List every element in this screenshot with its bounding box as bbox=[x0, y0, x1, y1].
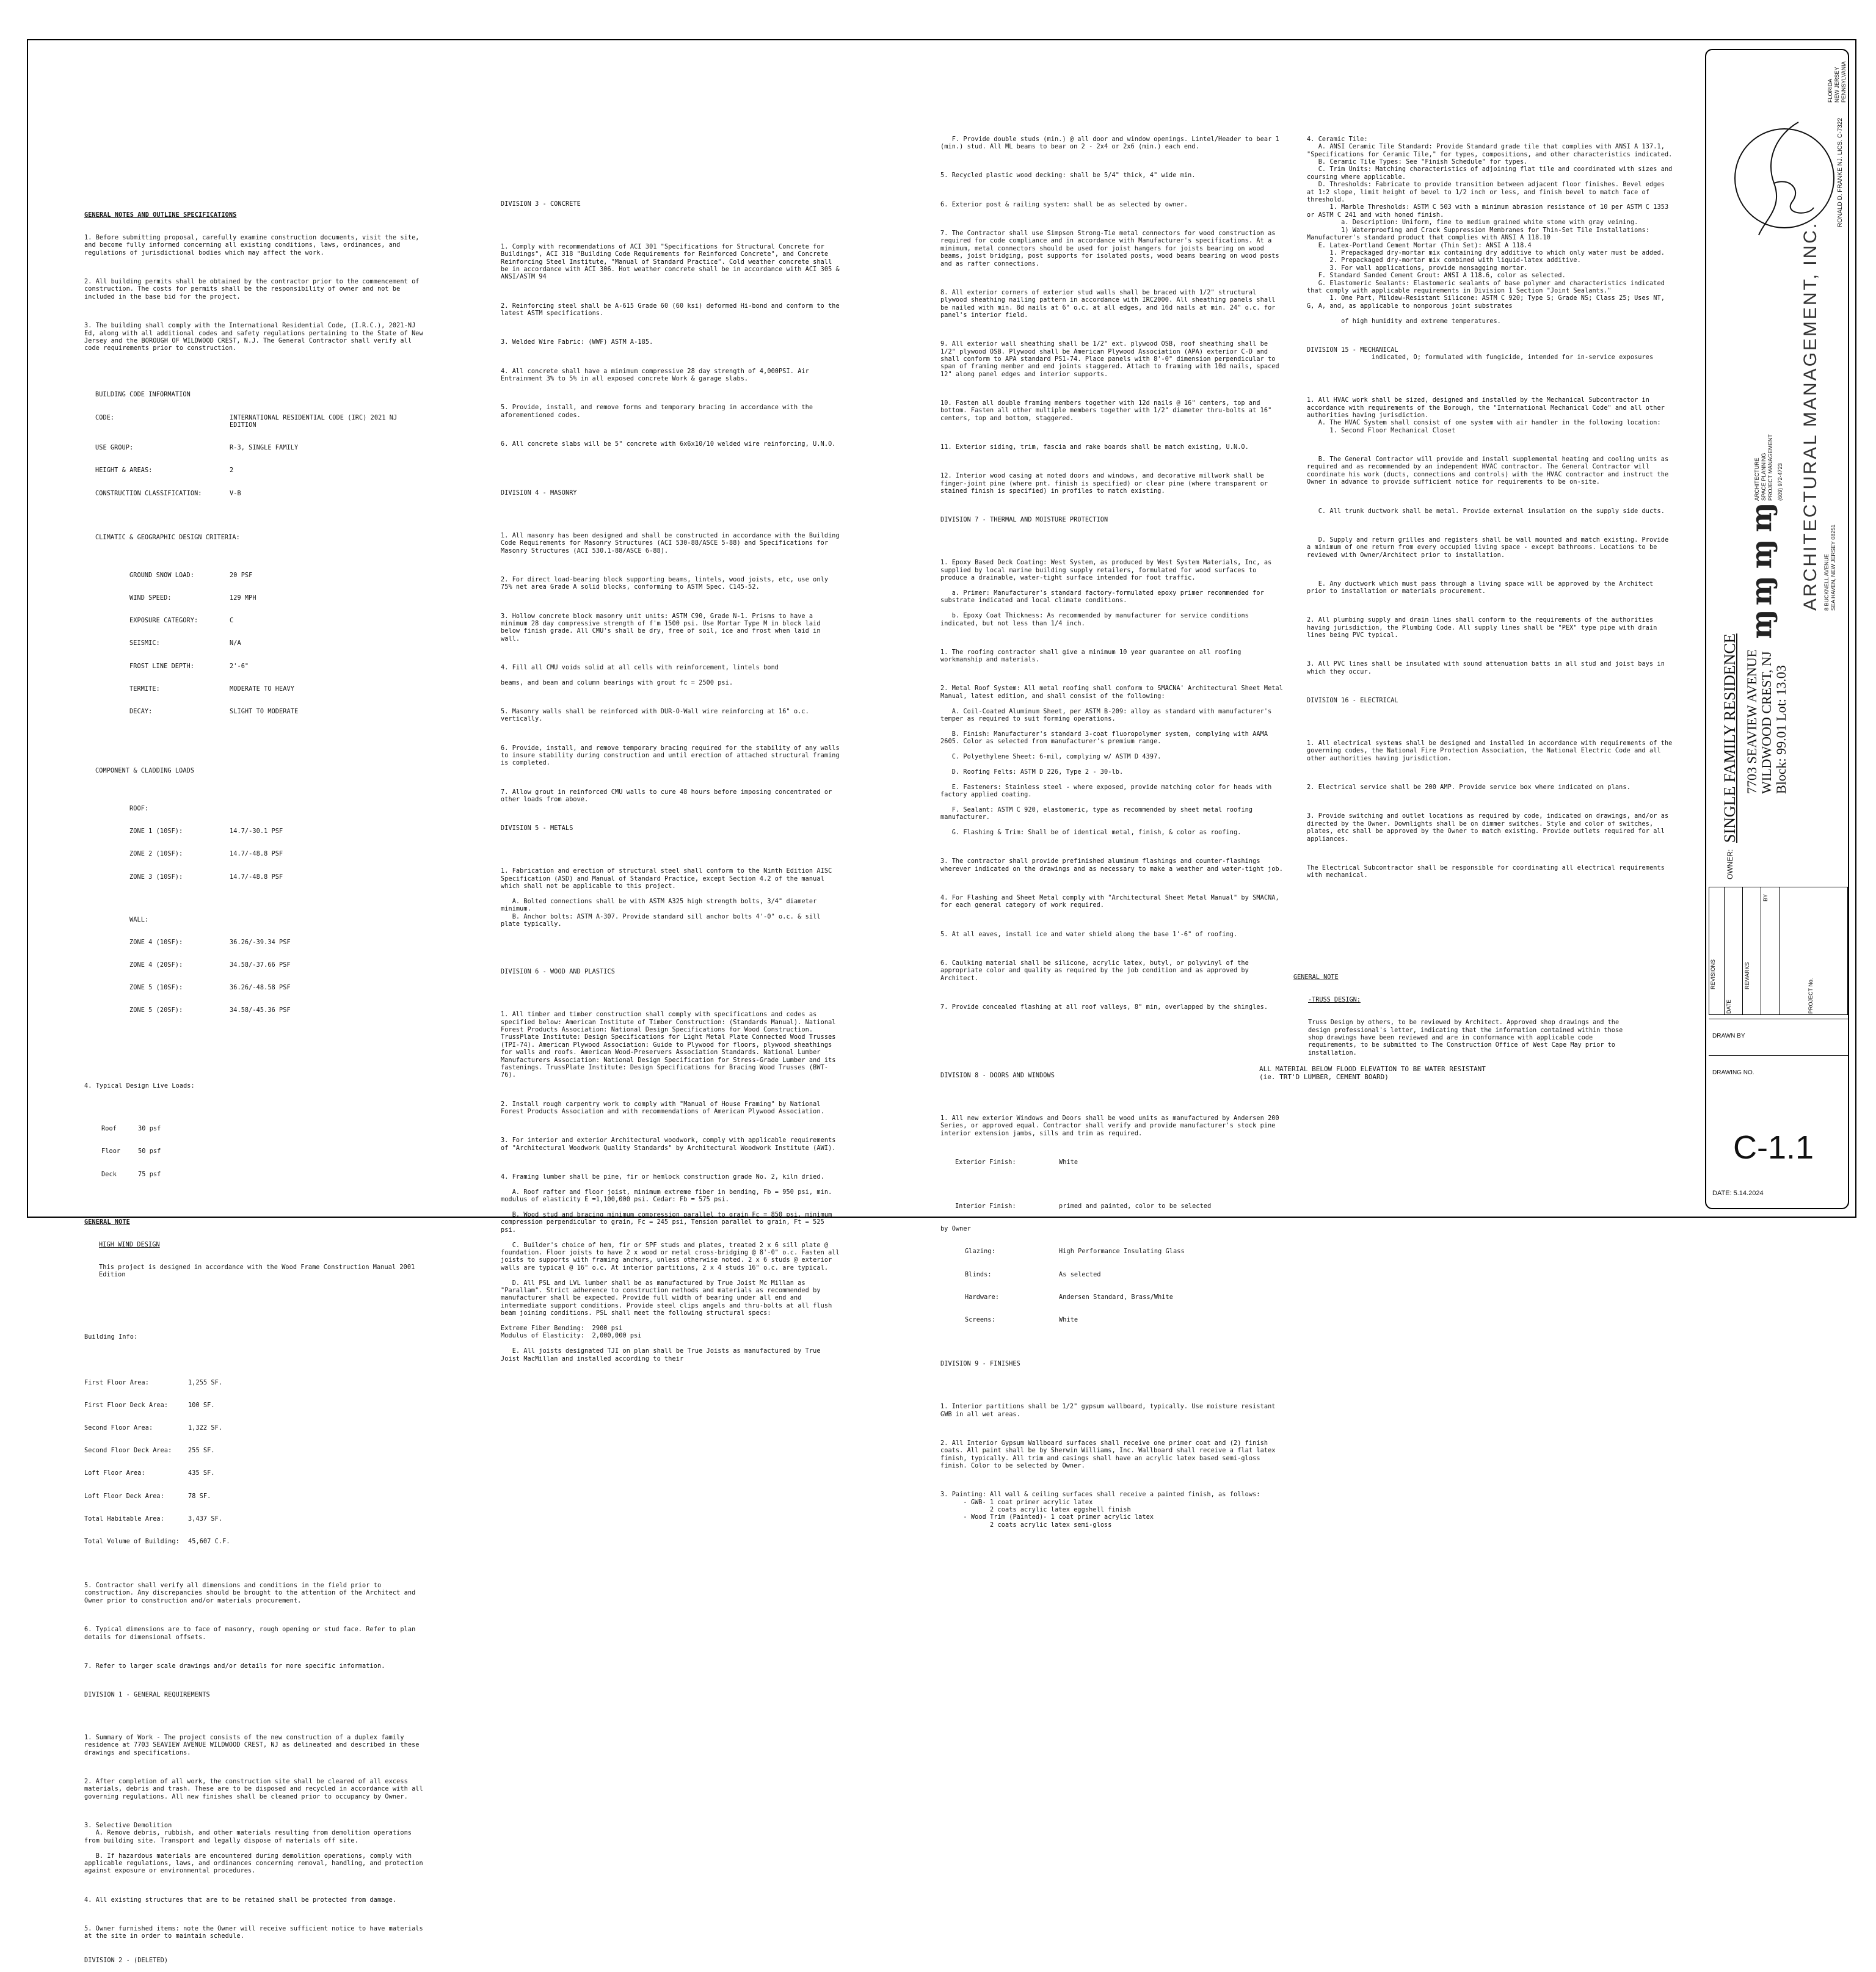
spec-key: Hardware: bbox=[965, 1293, 1000, 1301]
div16-item-2: 2. Electrical service shall be 200 AMP. Provide service box where indicated on plans. bbox=[1307, 784, 1631, 791]
climate-row bbox=[129, 686, 426, 693]
div8-item-1: 1. All new exterior Windows and Doors shall be wood units as manufactured by Andersen 200 Series, or approved equal. Contractor shall verify and provide manufacturer's stock pine interior extension jambs, sills and trim as required. bbox=[940, 1115, 1284, 1137]
high-wind-text: This project is designed in accordance with the Wood Frame Construction Manual 2001 Edition bbox=[99, 1264, 419, 1279]
div15-item-E: E. Any ductwork which must pass through a living space will be approved by the Architect prior to installation or materials procurement. bbox=[1307, 580, 1657, 595]
division-1-heading: DIVISION 1 - GENERAL REQUIREMENTS bbox=[84, 1691, 210, 1698]
live-load-row bbox=[101, 1126, 426, 1133]
by-column-label: BY bbox=[1762, 893, 1769, 901]
spec-key: by Owner bbox=[940, 1226, 971, 1233]
truss-note-text: Truss Design by others, to be reviewed by Architect. Approved shop drawings and the design professional's letter, indicating that the information contained within those shop drawings have been reviewed and are in conformance with applicable code requirements, to be submitted to The Construction Office of West Cape May prior to installation. bbox=[1308, 1019, 1627, 1057]
div3-item-3: 3. Welded Wire Fabric: (WWF) ASTM A-185. bbox=[501, 339, 653, 346]
note-5: 5. Contractor shall verify all dimensions and conditions in the field prior to construction. Any discrepancies should be brought to the attention of the Architect and Owner prior to construction and/or materials procurement. bbox=[84, 1582, 420, 1604]
div1-item-2: 2. After completion of all work, the construction site shall be cleared of all excess materials, debris and trash. These are to be disposed and recycled in accordance with all governing regulations. All new finishes shall be cleaned prior to occupancy by Owner. bbox=[84, 1778, 427, 1800]
climate-table bbox=[129, 557, 426, 731]
building-info-row bbox=[84, 1493, 426, 1501]
note-7: 7. Refer to larger scale drawings and/or details for more specific information. bbox=[84, 1662, 385, 1670]
climate-row bbox=[129, 572, 426, 580]
div3-item-1: 1. Comply with recommendations of ACI 301 "Specifications for Structural Concrete for Buildings", ACI 318 "Building Code Requirements for Reinforced Concrete", and Concrete Reinforcing Steel Institute, "Manual of Standard Practice". Cold weather concrete shall be in accordance with ACI 306. Hot weather concrete shall be in accordance with ACI 305 & ANSI/ASTM 94 bbox=[501, 243, 844, 281]
division-3-heading: DIVISION 3 - CONCRETE bbox=[501, 200, 581, 208]
div3-item-5: 5. Provide, install, and remove forms and temporary bracing in accordance with the aforementioned codes. bbox=[501, 404, 817, 419]
building-info-row bbox=[84, 1538, 426, 1546]
div9-item-3: 3. Painting: All wall & ceiling surfaces shall receive a painted finish, as follows: - GWB- 1 coat primer acrylic latex 2 coats acrylic latex eggshell finish - Wood Trim (Painted)- 1 coat primer acrylic latex 2 coats acrylic latex semi-gloss bbox=[940, 1491, 1260, 1529]
div1-item-3: 3. Selective Demolition A. Remove debris, rubbish, and other materials resulting from demolition operations from building site. Transport and legally dispose of materials off site. B. If hazardous materials are encountered during demolition operations, comply with applicable regulations, laws, and ordinances concerning removal, handling, and protection against exposure or environmental procedures. bbox=[84, 1822, 423, 1875]
climate-key: WIND SPEED: bbox=[129, 594, 172, 602]
notes-column-1 bbox=[84, 197, 426, 1972]
div7-item-3: 3. The contractor shall provide prefinished aluminum flashings and counter-flashings wherever indicated on the drawings and as necessary to make a weather and water-tight job. bbox=[940, 858, 1284, 873]
div4-item-2: 2. For direct load-bearing block supporting beams, lintels, wood joists, etc, use only 75% net area Grade A solid blocks, conforming to ASTM Spec. C145-52. bbox=[501, 576, 832, 591]
info-value: 78 SF. bbox=[188, 1493, 211, 1500]
note-3: 3. The building shall comply with the International Residential Code, (I.R.C.), 2021-NJ Ed, along with all additional codes and safety regulations pertaining to the State of New Jersey and the BOROUGH OF WILDWOOD CREST, N.J. The General Contractor shall verify all code requirements prior to construction. bbox=[84, 322, 427, 352]
div1-item-4: 4. All existing structures that are to be retained shall be protected from damage. bbox=[84, 1896, 397, 1904]
firm-address: 8 BUCKNELL AVENUE SEA HAVEN, NEW JERSEY 08251 bbox=[1823, 524, 1836, 611]
div6-item-5: 5. Recycled plastic wood decking: shall be 5/4" thick, 4" wide min. bbox=[940, 172, 1196, 180]
div9-item-1: 1. Interior partitions shall be 1/2" gypsum wallboard, typically. Use moisture resistant GWB in all wet areas. bbox=[940, 1403, 1279, 1418]
div15-item-3: 3. All PVC lines shall be insulated with sound attenuation batts in all stud and joist bays in which they occur. bbox=[1307, 661, 1669, 675]
div7-item-2: 2. Metal Roof System: All metal roofing shall conform to SMACNA' Architectural Sheet Metal Manual, latest edition, and shall consist of the following: A. Coil-Coated Aluminum Sheet, per ASTM B-209: alloy as standard with manufacturer's temper as required to suit forming operations. B. Finish: Manufacturer's standard 3-coat fluoropolymer system, complying with AAMA 2605. Color as selected from manufacturer's premium range. C. Polyethylene Sheet: 6-mil, complying w/ ASTM D 4397. D. Roofing Felts: ASTM D 226, Type 2 - 30-lb. E. Fasteners: Stainless steel - where exposed, provide matching color for heads with factory applied coating. F. Sealant: ASTM C 920, elastomeric, type as recommended by sheet metal roofing manufacturer. G. Flashing & Trim: Shall be of identical metal, finish, & color as roofing. bbox=[940, 685, 1284, 837]
wall-row bbox=[129, 962, 426, 969]
div3-item-6: 6. All concrete slabs will be 5" concrete with 6x6x10/10 welded wire reinforcing, U.N.O. bbox=[501, 440, 836, 448]
div15-item-1: 1. All HVAC work shall be sized, designed and installed by the Mechanical Subcontractor in accordance with requirements of the Borough, the "International Mechanical Code" and all other authorities having jurisdiction. A. The HVAC System shall consist of one system with air handler in the following location: 1. Second Floor Mechanical Closet bbox=[1307, 397, 1665, 434]
division-9-heading: DIVISION 9 - FINISHES bbox=[940, 1361, 1020, 1368]
general-notes-heading: GENERAL NOTES AND OUTLINE SPECIFICATIONS bbox=[84, 211, 237, 219]
div4-item-6: 6. Provide, install, and remove temporary bracing required for the stability of any walls to insure stability during construction and until erection of attached structural framing is completed. bbox=[501, 744, 844, 767]
climate-value: MODERATE TO HEAVY bbox=[230, 685, 294, 693]
div1-item-5: 5. Owner furnished items: note the Owner will receive sufficient notice to have materials at the site in order to maintain schedule. bbox=[84, 1925, 427, 1940]
code-key: CODE: bbox=[95, 414, 115, 421]
zone-key: ZONE 4 (10SF): bbox=[129, 939, 183, 946]
code-row bbox=[95, 467, 426, 475]
zone-key: ZONE 4 (20SF): bbox=[129, 962, 183, 969]
note-1: 1. Before submitting proposal, carefully examine construction documents, visit the site, and become fully informed concerning all existing conditions, laws, ordinances, and regulations of jurisdictional bodies which may affect the work. bbox=[84, 235, 423, 257]
spec-key: Screens: bbox=[965, 1317, 995, 1324]
spec-key: Glazing: bbox=[965, 1248, 995, 1256]
building-info-row bbox=[84, 1516, 426, 1523]
code-row bbox=[95, 490, 426, 498]
sheet-number: C-1.1 bbox=[1733, 1129, 1814, 1166]
climate-row bbox=[129, 708, 426, 716]
revisions-table bbox=[1709, 887, 1848, 1015]
wall-row bbox=[129, 1007, 426, 1014]
wall-label: WALL: bbox=[129, 916, 149, 923]
div5-item-1: 1. Fabrication and erection of structural steel shall conform to the Ninth Edition AISC Specification (ASD) and Manual of Standard Practice, except Section 4.2 of the manual which shall not be applicable to this project. A. Bolted connections shall be with ASTM A325 high strength bolts, 3/4" diameter minimum. B. Anchor bolts: ASTM A-307. Provide standard sill anchor bolts 4'-0" o.c. & sill plate typically. bbox=[501, 868, 832, 928]
climate-row bbox=[129, 663, 426, 671]
info-value: 255 SF. bbox=[188, 1447, 215, 1455]
code-value: V-B bbox=[230, 490, 241, 497]
code-value: INTERNATIONAL RESIDENTIAL CODE (IRC) 2021 NJ EDITION bbox=[230, 414, 401, 429]
cladding-title: COMPONENT & CLADDING LOADS bbox=[95, 767, 195, 774]
building-info-row bbox=[84, 1402, 426, 1410]
code-value: 2 bbox=[230, 467, 234, 475]
info-key: Second Floor Area: bbox=[84, 1424, 153, 1432]
zone-value: 34.58/-45.36 PSF bbox=[230, 1007, 291, 1014]
climate-key: SEISMIC: bbox=[129, 640, 160, 647]
div6-item-4: 4. Framing lumber shall be pine, fir or hemlock construction grade No. 2, kiln dried. A. Roof rafter and floor joist, minimum extreme fiber in bending, Fb = 950 psi, min. modulus of elasticity E =1,100,000 psi. Cedar: Fb = 575 psi. B. Wood stud and bracing minimum compression parallel to grain Fc = 850 psi, minimum compression perpendicular to grain, Fc = 245 psi, Tension parallel to grain, Ft = 525 psi. C. Builder's choice of hem, fir or SPF studs and plates, treated 2 x 6 sill plate @ foundation. Floor joists to have 2 x wood or metal cross-bridging @ 8'-0" o.c. Fasten all joists to supports with framing anchors, unless otherwise noted. 2 x 6 studs @ exterior walls are typical @ 16" o.c. At interior partitions, 2 x 4 studs 16" o.c. are typical. D. All PSL and LVL lumber shall be as manufactured by True Joist Mc Millan as "Parallam". Strict adherence to construction methods and materials as recommended by manufacturer shall be expected. Provide full width of bearing under all end and intermediate support conditions. Provide steel clips angels and thru-bolts at all flush beam joining conditions. PSL shall meet the following structural specs: Extreme Fiber Bending: 2900 psi Modulus of Elasticity: 2,000,000 psi E. All joists designated TJI on plan shall be True Joists as manufactured by True Joist MacMillan and installed according to their bbox=[501, 1173, 840, 1363]
div16-item-4: The Electrical Subcontractor shall be responsible for coordinating all electrical requirements with mechanical. bbox=[1307, 864, 1669, 879]
live-key: Deck bbox=[101, 1171, 117, 1178]
div15-item-2: 2. All plumbing supply and drain lines shall conform to the requirements of the authorities having jurisdiction, the Plumbing Code. All supply lines shall be "PEX" type pipe with drain lines being PVC typical. bbox=[1307, 617, 1661, 639]
logo-mark-icon: ɱ bbox=[1745, 575, 1778, 606]
project-no-label: PROJECT No. bbox=[1808, 978, 1814, 1014]
info-value: 435 SF. bbox=[188, 1470, 215, 1477]
window-spec-row bbox=[965, 1294, 1285, 1301]
zone-value: 36.26/-39.34 PSF bbox=[230, 939, 291, 946]
climate-value: 129 MPH bbox=[230, 594, 256, 602]
div7-item-1b: 1. The roofing contractor shall give a minimum 10 year guarantee on all roofing workmanship and materials. bbox=[940, 649, 1245, 664]
div6-item-10: 10. Fasten all double framing members together with 12d nails @ 16" centers, top and bottom. Fasten all other multiple members together with 1/2" diameter thru-bolts at 16" centers, top and bottom, staggered. bbox=[940, 400, 1276, 422]
zone-value: 36.26/-48.58 PSF bbox=[230, 984, 291, 992]
truss-note-heading: GENERAL NOTE bbox=[1293, 973, 1339, 981]
remarks-column-label: REMARKS bbox=[1744, 962, 1750, 989]
info-key: First Floor Deck Area: bbox=[84, 1402, 169, 1409]
spec-value: As selected bbox=[1059, 1271, 1101, 1278]
spec-value: Andersen Standard, Brass/White bbox=[1059, 1293, 1174, 1301]
div4-item-5: 5. Masonry walls shall be reinforced with DUR-O-Wall wire reinforcing at 16" o.c. vertically. bbox=[501, 708, 813, 723]
sheet-date: DATE: 5.14.2024 bbox=[1712, 1190, 1764, 1197]
climate-title: CLIMATIC & GEOGRAPHIC DESIGN CRITERIA: bbox=[95, 534, 240, 541]
spec-value: primed and painted, color to be selected bbox=[1059, 1202, 1212, 1210]
info-value: 45,607 C.F. bbox=[188, 1538, 230, 1546]
info-value: 1,322 SF. bbox=[188, 1424, 223, 1432]
climate-row bbox=[129, 640, 426, 647]
div7-item-5: 5. At all eaves, install ice and water shield along the base 1'-6" of roofing. bbox=[940, 931, 1238, 938]
wall-row bbox=[129, 939, 426, 947]
code-row bbox=[95, 415, 426, 430]
climate-row bbox=[129, 595, 426, 602]
license-states: FLORIDA NEW JERSEY PENNSYLVANIA bbox=[1827, 61, 1847, 103]
cladding-table bbox=[129, 790, 426, 1030]
logo-mark-icon: ɱ bbox=[1745, 609, 1778, 639]
climate-key: FROST LINE DEPTH: bbox=[129, 663, 194, 670]
div6-item-3: 3. For interior and exterior Architectural woodwork, comply with applicable requirements of "Architectural Woodwork Quality Standards" by Architectural Woodwork Institute (AWI). bbox=[501, 1137, 840, 1152]
div6-item-12: 12. Interior wood casing at noted doors and windows, and decorative millwork shall be finger-joint pine (where pnt. finish is specified) or clear pine (where transparent or stained finish is specified) in profiles to match existing. bbox=[940, 473, 1272, 495]
div3-item-2: 2. Reinforcing steel shall be A-615 Grade 60 (60 ksi) deformed Hi-bond and conform to the latest ASTM specifications. bbox=[501, 302, 844, 318]
truss-note-sub: -TRUSS DESIGN: bbox=[1308, 997, 1361, 1004]
building-info-row bbox=[84, 1447, 426, 1455]
building-info-row bbox=[84, 1470, 426, 1477]
div7-item-4: 4. For Flashing and Sheet Metal comply with "Architectural Sheet Metal Manual" by SMACNA, for each general category of work required. bbox=[940, 894, 1284, 909]
division-16-heading: DIVISION 16 - ELECTRICAL bbox=[1307, 697, 1398, 705]
div4-item-3: 3. Hollow concrete block masonry unit units: ASTM C90, Grade N-1. Prisms to have a minimum 28 day compressive strength of f'm 1500 psi. Use Mortar Type M in block laid below finish grade. All CMU's shall be dry, free of soil, ice and frost when laid in wall. bbox=[501, 613, 824, 642]
block-lot: Block: 99.01 Lot: 13.03 bbox=[1773, 665, 1789, 794]
date-col bbox=[1724, 887, 1743, 1014]
climate-value: 2'-6" bbox=[230, 663, 249, 670]
live-key: Floor bbox=[101, 1148, 121, 1155]
note-6: 6. Typical dimensions are to face of masonry, rough opening or stud face. Refer to plan details for dimensional offsets. bbox=[84, 1626, 420, 1641]
project-title: SINGLE FAMILY RESIDENCE bbox=[1721, 633, 1739, 843]
live-load-row bbox=[101, 1171, 426, 1179]
code-row bbox=[95, 445, 426, 452]
info-value: 3,437 SF. bbox=[188, 1515, 223, 1523]
drawing-no-label: DRAWING NO. bbox=[1712, 1069, 1754, 1076]
info-key: Second Floor Deck Area: bbox=[84, 1447, 172, 1455]
live-value: 30 psf bbox=[138, 1126, 161, 1133]
div16-item-3: 3. Provide switching and outlet locations as required by code, indicated on drawings, and/or as directed by the Owner. Downlights shall be on dimmer switches. Style and color of switches, plates, etc shall be approved by the Owner to match existing. Provide outlets required for all appliances. bbox=[1307, 813, 1673, 843]
wall-row bbox=[129, 984, 426, 992]
window-spec-row bbox=[965, 1248, 1285, 1256]
division-2-heading: DIVISION 2 - (DELETED) bbox=[84, 1957, 169, 1964]
window-spec-row bbox=[940, 1226, 1285, 1233]
code-title: BUILDING CODE INFORMATION bbox=[95, 391, 191, 399]
flood-elevation-note: ALL MATERIAL BELOW FLOOD ELEVATION TO BE WATER RESISTANT (ie. TRT'D LUMBER, CEMENT BOARD) bbox=[1259, 1065, 1486, 1081]
remarks-col bbox=[1742, 887, 1761, 1014]
project-address-2: WILDWOOD CREST, NJ bbox=[1759, 651, 1774, 794]
zone-value: 14.7/-48.8 PSF bbox=[230, 851, 283, 858]
div16-item-1: 1. All electrical systems shall be designed and installed in accordance with requirements of the governing codes, the National Fire Protection Association, the National Electric Code and all other authorities having jurisdiction. bbox=[1307, 740, 1676, 762]
logo-mark-icon: ɱ bbox=[1745, 539, 1778, 569]
climate-key: TERMITE: bbox=[129, 685, 160, 693]
window-spec-row bbox=[955, 1203, 1285, 1210]
code-key: CONSTRUCTION CLASSIFICATION: bbox=[95, 490, 202, 497]
division-6-heading: DIVISION 6 - WOOD AND PLASTICS bbox=[501, 969, 616, 976]
drawn-by-label: DRAWN BY bbox=[1712, 1033, 1745, 1039]
roof-row bbox=[129, 828, 426, 835]
building-info-title: Building Info: bbox=[84, 1334, 138, 1341]
climate-key: DECAY: bbox=[129, 708, 153, 715]
spec-key: Interior Finish: bbox=[955, 1202, 1016, 1210]
div9-item-2: 2. All Interior Gypsum Wallboard surfaces shall receive one primer coat and (2) finish coats. All paint shall be by Sherwin Williams, Inc. Wallboard shall receive a flat latex finish, typically. All trim and casings shall have an acrylic latex based semi-gloss finish. Color to be selected by Owner. bbox=[940, 1439, 1279, 1469]
info-key: Loft Floor Deck Area: bbox=[84, 1493, 164, 1500]
by-col bbox=[1761, 887, 1780, 1014]
code-key: HEIGHT & AREAS: bbox=[95, 467, 153, 475]
div6-item-7: 7. The Contractor shall use Simpson Strong-Tie metal connectors for wood construction as required for code compliance and in accordance with Manufacturer's specifications. At a minimum, metal connectors should be used for joist hangers for joists bearing on wood beams, joist bridging, post supports for isolated posts, wood beams bearing on wood posts and as rafter connections. bbox=[940, 230, 1284, 267]
div9-item-4-ceramic-tile: 4. Ceramic Tile: A. ANSI Ceramic Tile Standard: Provide Standard grade tile that complies with ANSI A 137.1, "Specifications for Ceramic Tile," for types, compositions, and other characteristics indicated. B. Ceramic Tile Types: See "Finish Schedule" for types. C. Trim Units: Matching characteristics of adjoining flat tile and coordinated with sizes and coursing where applicable. D. Thresholds: Fabricate to provide transition between adjacent floor finishes. Bevel edges at 1:2 slope, limit height of bevel to 1/2 inch or less, and finish bevel to match face of threshold. 1. Marble Thresholds: ASTM C 503 with a minimum abrasion resistance of 10 per ASTM C 1353 or ASTM C 241 and with honed finish. a. Description: Uniform, fine to medium grained white stone with gray veining. 1) Waterproofing and Crack Suppression Membranes for Thin-Set Tile Installations: Manufacturer's standard product that complies with ANSI A 118.10 E. Latex-Portland Cement Mortar (Thin Set): ANSI A 118.4 1. Prepackaged dry-mortar mix containing dry additive to which only water must be added. 2. Prepackaged dry-mortar mix combined with liquid-latex additive. 3. For wall applications, provide nonsagging mortar. F. Standard Sanded Cement Grout: ANSI A 118.6, color as selected. G. Elastomeric Sealants: Elastomeric sealants of base polymer and characteristics indicated that comply with applicable requirements in Division 1 Section "Joint Sealants." 1. One Part, Mildew-Resistant Silicone: ASTM C 920; Type S; Grade NS; Class 25; Uses NT, G, A, and, as applicable to nonporous joint substrates of high humidity and extreme temperatures. bbox=[1307, 136, 1673, 325]
info-value: 100 SF. bbox=[188, 1402, 215, 1409]
spec-key: Blinds: bbox=[965, 1271, 992, 1278]
zone-value: 34.58/-37.66 PSF bbox=[230, 962, 291, 969]
zone-value: 14.7/-30.1 PSF bbox=[230, 828, 283, 835]
building-info-row bbox=[84, 1425, 426, 1432]
div6-item-8: 8. All exterior corners of exterior stud walls shall be braced with 1/2" structural plywood sheathing nailing pattern in accordance with IRC2000. All sheathing panels shall be nailed with min. 8d nails at 6" o.c. at all edges, and 16d nails at min. 24" o.c. for panel's interior field. bbox=[940, 289, 1279, 319]
revisions-label: REVISIONS bbox=[1710, 959, 1716, 989]
note-2: 2. All building permits shall be obtained by the contractor prior to the commencement of construction. The costs for permits shall be the responsibility of owner and not be included in the base bid for the project. bbox=[84, 278, 423, 300]
spec-key: Exterior Finish: bbox=[955, 1159, 1016, 1166]
div6-item-1: 1. All timber and timber construction shall comply with specifications and codes as specified below: American Institute of Timber Construction: (Standards Manual). National Forest Products Association: National Design Specifications for Wood Construction. TrussPlate Institute: Design Specifications for Light Metal Plate Connected Wood Trusses (TPI-74). American Plywood Association: Guide to Plywood for floors, plywood sheathings for walls and roofs. American Wood-Preservers Association Standards. National Lumber Manufacturers Association: National Design Specification for Stress-Grade Lumber and its fastenings. TrussPlate Institute: Design Specifications for Bracing Wood Trusses (BWT-76). bbox=[501, 1011, 840, 1079]
project-address-1: 7703 SEAVIEW AVENUE bbox=[1744, 649, 1759, 794]
spec-value: White bbox=[1059, 1159, 1078, 1166]
div15-item-D: D. Supply and return grilles and registers shall be wall mounted and match existing. Provide a minimum of one return from every occupied living space - except bathrooms. Locations to be reviewed with Owner/Architect prior to installation. bbox=[1307, 536, 1673, 559]
notes-column-3 bbox=[940, 121, 1285, 1543]
division-8-heading: DIVISION 8 - DOORS AND WINDOWS bbox=[940, 1072, 1055, 1079]
code-key: USE GROUP: bbox=[95, 445, 134, 452]
zone-key: ZONE 5 (10SF): bbox=[129, 984, 183, 992]
div4-item-1: 1. All masonry has been designed and shall be constructed in accordance with the Building Code Requirements for Masonry Structures (ACI 530-88/ASCE 5-88) and Specifications for Masonry Structures (ACI 530.1-88/ASCE 6-88). bbox=[501, 532, 844, 555]
date-column-label: DATE bbox=[1726, 999, 1732, 1014]
firm-phone: (609) 972-4723 bbox=[1777, 463, 1783, 501]
climate-value: 20 PSF bbox=[230, 572, 253, 579]
div6-item-9: 9. All exterior wall sheathing shall be 1/2" ext. plywood OSB, roof sheathing shall be 1/2" plywood OSB. Plywood shall be American Plywood Association (APA) exterior C-D and shall conform to APA standard PS1-74. Place panels with 8'-0" dimension perpendicular to span of framing member and end joints staggered. Attach to framing with 10d nails, spaced 12" along panel edges and interior supports. bbox=[940, 341, 1284, 378]
division-4-heading: DIVISION 4 - MASONRY bbox=[501, 489, 577, 497]
live-value: 50 psf bbox=[138, 1148, 161, 1155]
live-loads-title: 4. Typical Design Live Loads: bbox=[84, 1083, 195, 1090]
roof-label: ROOF: bbox=[129, 805, 149, 812]
live-load-row bbox=[101, 1148, 426, 1155]
info-key: First Floor Area: bbox=[84, 1379, 149, 1386]
zone-key: ZONE 3 (10SF): bbox=[129, 873, 183, 881]
notes-column-2 bbox=[501, 186, 843, 1377]
info-key: Total Volume of Building: bbox=[84, 1538, 180, 1546]
roof-row bbox=[129, 851, 426, 858]
climate-key: GROUND SNOW LOAD: bbox=[129, 572, 194, 579]
drawn-by-box bbox=[1709, 1019, 1848, 1056]
general-note-heading: GENERAL NOTE bbox=[84, 1218, 130, 1226]
live-key: Roof bbox=[101, 1126, 117, 1133]
owner-label: OWNER: bbox=[1726, 849, 1734, 879]
spec-value: High Performance Insulating Glass bbox=[1059, 1248, 1185, 1256]
climate-value: C bbox=[230, 617, 234, 625]
window-spec-row bbox=[965, 1272, 1285, 1279]
division-7-heading: DIVISION 7 - THERMAL AND MOISTURE PROTECTION bbox=[940, 517, 1108, 524]
truss-design-note bbox=[1293, 959, 1635, 1065]
climate-value: SLIGHT TO MODERATE bbox=[230, 708, 299, 715]
high-wind-heading: HIGH WIND DESIGN bbox=[99, 1241, 160, 1248]
division-5-heading: DIVISION 5 - METALS bbox=[501, 825, 573, 832]
logo-mark-icon: ɱ bbox=[1745, 502, 1778, 533]
info-key: Loft Floor Area: bbox=[84, 1470, 145, 1477]
zone-key: ZONE 1 (10SF): bbox=[129, 828, 183, 835]
code-value: R-3, SINGLE FAMILY bbox=[230, 445, 299, 452]
revisions-col bbox=[1709, 887, 1725, 1014]
div15-item-C: C. All trunk ductwork shall be metal. Provide external insulation on the supply side ducts. bbox=[1307, 508, 1665, 515]
building-info-row bbox=[84, 1380, 426, 1387]
div1-item-1: 1. Summary of Work - The project consists of the new construction of a duplex family residence at 7703 SEAVIEW AVENUE WILDWOOD CREST, NJ as delineated and described in these drawings and specifications. bbox=[84, 1734, 423, 1756]
div7-item-6: 6. Caulking material shall be silicone, acrylic latex, butyl, or polyvinyl of the appropriate color and quality as required by the job condition and as approved by Architect. bbox=[940, 959, 1253, 982]
climate-value: N/A bbox=[230, 640, 241, 647]
div6-item-11: 11. Exterior siding, trim, fascia and rake boards shall be match existing, U.N.O. bbox=[940, 444, 1249, 451]
div15-item-B: B. The General Contractor will provide and install supplemental heating and cooling units as required and as recommended by an independent HVAC contractor. The General Contractor will coordinate his work (ducts, connections and controls) with the HVAC contractor and instruct the Owner in advance to provide sufficient notice for requirements to be on-site. bbox=[1307, 456, 1673, 486]
div4-item-7: 7. Allow grout in reinforced CMU walls to cure 48 hours before imposing concentrated or other loads from above. bbox=[501, 788, 836, 804]
division-15-heading: DIVISION 15 - MECHANICAL indicated, O; formulated with fungicide, intended for in-service exposures bbox=[1307, 346, 1654, 362]
div7-item-7: 7. Provide concealed flashing at all roof valleys, 8" min, overlapped by the shingles. bbox=[940, 1003, 1268, 1011]
zone-key: ZONE 5 (20SF): bbox=[129, 1007, 183, 1014]
zone-key: ZONE 2 (10SF): bbox=[129, 851, 183, 858]
div6-item-2: 2. Install rough carpentry work to comply with "Manual of House Framing" by National Forest Products Association and with recommendations of American Plywood Association. bbox=[501, 1101, 824, 1116]
div6-item-F: F. Provide double studs (min.) @ all door and window openings. Lintel/Header to bear 1 (min.) stud. All ML beams to bear on 2 - 2x4 or 2x6 (min.) each end. bbox=[940, 136, 1284, 151]
div6-item-6: 6. Exterior post & railing system: shall be as selected by owner. bbox=[940, 201, 1188, 208]
architect-name: RONALD D. FRANKE NJ. LICS. C-7322 bbox=[1837, 118, 1844, 227]
div4-item-4: 4. Fill all CMU voids solid at all cells with reinforcement, lintels bond beams, and beam and column bearings with grout fc = 2500 psi. bbox=[501, 664, 779, 686]
div3-item-4: 4. All concrete shall have a minimum compressive 28 day strength of 4,000PSI. Air Entrainment 3% to 5% in all exposed concrete Work & garage slabs. bbox=[501, 368, 813, 382]
div7-item-1: 1. Epoxy Based Deck Coating: West System, as produced by West System Materials, Inc, as supplied by local marine building supply retailers, formulated for wood surfaces to produce a drainable, water-tight surface intended for foot traffic. a. Primer: Manufacturer's standard factory-formulated epoxy primer recommended for substrate indicated and local climate conditions. b. Epoxy Coat Thickness: As recommended by manufacturer for service conditions indicated, but not less than 1/4 inch. bbox=[940, 559, 1272, 627]
spec-value: White bbox=[1059, 1317, 1078, 1324]
zone-value: 14.7/-48.8 PSF bbox=[230, 873, 283, 881]
climate-key: EXPOSURE CATEGORY: bbox=[129, 617, 198, 625]
window-spec-row bbox=[965, 1317, 1285, 1324]
notes-column-4 bbox=[1307, 121, 1676, 893]
info-value: 1,255 SF. bbox=[188, 1379, 223, 1386]
info-key: Total Habitable Area: bbox=[84, 1515, 164, 1523]
climate-row bbox=[129, 617, 426, 625]
building-code-table bbox=[95, 377, 426, 1046]
window-spec-row bbox=[955, 1159, 1285, 1166]
roof-row bbox=[129, 874, 426, 881]
live-value: 75 psf bbox=[138, 1171, 161, 1178]
firm-services: ARCHITECTURE SPACE PLANNING PROJECT MANAGEMENT bbox=[1754, 434, 1773, 501]
firm-name: ARCHITECTURAL MANAGEMENT, INC. bbox=[1800, 221, 1820, 611]
